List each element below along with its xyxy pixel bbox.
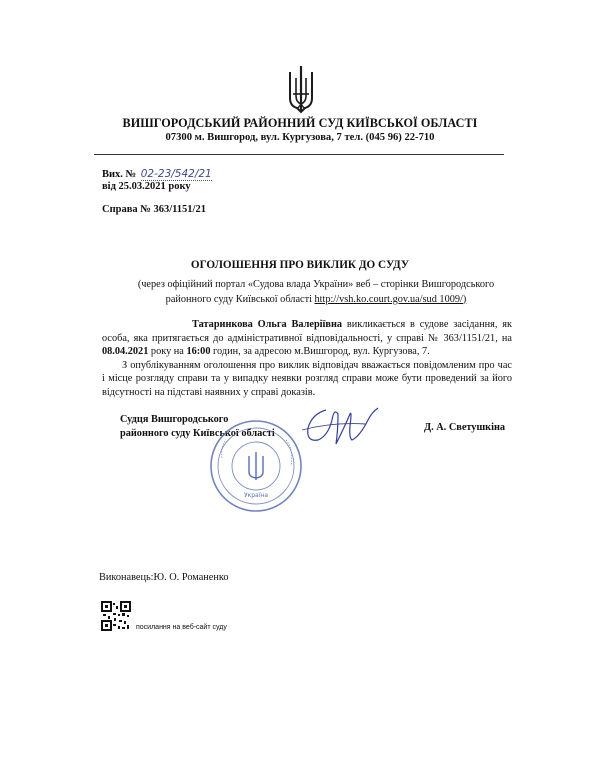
outgoing-number-label: Вих. № [102, 169, 137, 180]
stamp-country: Україна [243, 492, 269, 499]
body-paragraph-2: З опублікуванням оголошення про виклик відповідач вважається повідомленим про час і місце розгляду справи та у випадку неявки розгляд справи може бути проведений за його відсутності на підставі наявних у справі доказів. [102, 359, 512, 398]
court-name: ВИШГОРОДСЬКИЙ РАЙОННИЙ СУД КИЇВСЬКОЇ ОБЛАСТІ [122, 116, 478, 130]
outgoing-date: від 25.03.2021 року [102, 181, 191, 192]
judge-signature [292, 400, 382, 452]
subtitle-text: (через офіційний портал «Судова влада України» веб – сторінки Вишгородського районного суду Київської області [137, 279, 495, 305]
case-number: Справа № 363/1151/21 [102, 204, 206, 215]
hearing-time: 16:00 [186, 346, 211, 357]
announcement-body [102, 318, 512, 399]
announcement-title: ОГОЛОШЕННЯ ПРО ВИКЛИК ДО СУДУ [190, 259, 410, 271]
body-p1-part1: викликається в судове засідання, як особа, яка притягається до адміністративної відповідальності, у справі № 363/1151/21, на [102, 319, 512, 344]
outgoing-number-handwritten: 02-23/542/21 [140, 168, 212, 180]
court-address: 07300 м. Вишгород, вул. Кургузова, 7 тел. (045 96) 22-710 [165, 132, 435, 143]
court-seal-stamp [208, 418, 304, 514]
body-paragraph-1 [102, 318, 512, 359]
body-p1-part3: годин, за адресою м.Вишгород, вул. Кургузова, 7. [210, 346, 430, 357]
court-website-link[interactable]: http://vsh.ko.court.gov.ua/sud 1009/) [314, 293, 467, 305]
outgoing-number [102, 168, 212, 180]
person-name: Татаринкова Ольга Валеріївна [192, 319, 343, 330]
hearing-date: 08.04.2021 [102, 346, 149, 357]
trident-emblem-icon [287, 64, 315, 114]
qr-caption: посилання на веб-сайт суду [136, 624, 227, 631]
qr-code-icon[interactable] [101, 601, 131, 631]
judge-title-line-2: районного суду Київської області [120, 427, 275, 439]
body-p1-part2: року на [148, 346, 187, 357]
judge-name: Д. А. Светушкіна [424, 422, 506, 433]
executor-line: Виконавець:Ю. О. Романенко [99, 572, 229, 583]
judge-title-line-1: Судця Вишгородського [120, 414, 229, 425]
header-divider [94, 154, 504, 155]
announcement-subtitle [130, 278, 502, 307]
